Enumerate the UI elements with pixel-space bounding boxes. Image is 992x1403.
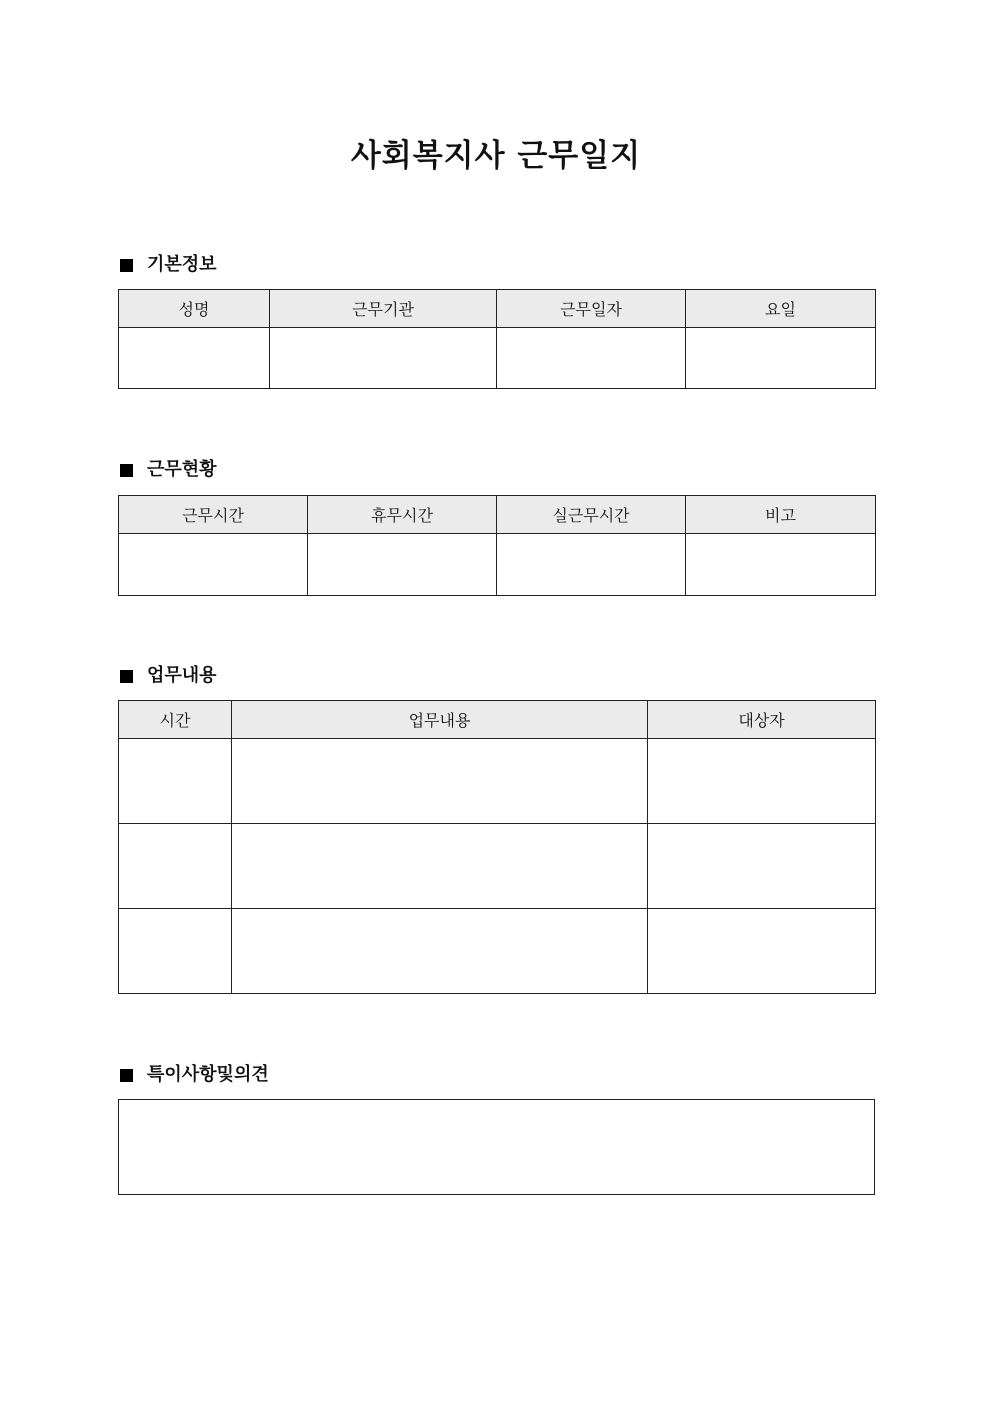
column-header-actual-hours: 실근무시간 — [497, 496, 686, 534]
table-header-row — [119, 290, 876, 328]
content-cell[interactable] — [232, 909, 648, 994]
section-heading-remarks — [118, 1063, 269, 1087]
client-cell[interactable] — [648, 909, 876, 994]
table-header-row — [119, 496, 876, 534]
section-heading-work-content — [118, 664, 217, 688]
note-cell[interactable] — [686, 534, 876, 596]
time-cell[interactable] — [119, 909, 232, 994]
table-row — [119, 909, 876, 994]
square-bullet-icon — [120, 259, 133, 272]
table-row — [119, 739, 876, 824]
square-bullet-icon — [120, 1069, 133, 1082]
section-heading-label: 기본정보 — [147, 254, 217, 275]
weekday-cell[interactable] — [686, 328, 876, 389]
column-header-content: 업무내용 — [232, 701, 648, 739]
table-row — [119, 824, 876, 909]
client-cell[interactable] — [648, 824, 876, 909]
section-heading-basic-info — [118, 253, 217, 277]
work-content-table — [118, 700, 876, 994]
section-heading-label: 업무내용 — [147, 665, 217, 686]
section-heading-label: 근무현황 — [147, 459, 217, 480]
content-cell[interactable] — [232, 739, 648, 824]
work-date-cell[interactable] — [497, 328, 686, 389]
column-header-name: 성명 — [119, 290, 270, 328]
table-header-row — [119, 701, 876, 739]
break-hours-cell[interactable] — [308, 534, 497, 596]
square-bullet-icon — [120, 464, 133, 477]
column-header-organization: 근무기관 — [270, 290, 497, 328]
column-header-work-date: 근무일자 — [497, 290, 686, 328]
column-header-weekday: 요일 — [686, 290, 876, 328]
table-row — [119, 328, 876, 389]
time-cell[interactable] — [119, 824, 232, 909]
table-row — [119, 534, 876, 596]
column-header-note: 비고 — [686, 496, 876, 534]
section-heading-work-status — [118, 458, 217, 482]
organization-cell[interactable] — [270, 328, 497, 389]
work-hours-cell[interactable] — [119, 534, 308, 596]
square-bullet-icon — [120, 670, 133, 683]
content-cell[interactable] — [232, 824, 648, 909]
column-header-break-hours: 휴무시간 — [308, 496, 497, 534]
basic-info-table — [118, 289, 876, 389]
name-cell[interactable] — [119, 328, 270, 389]
work-status-table — [118, 495, 876, 596]
column-header-time: 시간 — [119, 701, 232, 739]
client-cell[interactable] — [648, 739, 876, 824]
section-heading-label: 특이사항및의견 — [147, 1064, 269, 1085]
remarks-box[interactable] — [118, 1099, 875, 1195]
column-header-work-hours: 근무시간 — [119, 496, 308, 534]
actual-hours-cell[interactable] — [497, 534, 686, 596]
time-cell[interactable] — [119, 739, 232, 824]
column-header-client: 대상자 — [648, 701, 876, 739]
page-title: 사회복지사 근무일지 — [350, 138, 642, 174]
